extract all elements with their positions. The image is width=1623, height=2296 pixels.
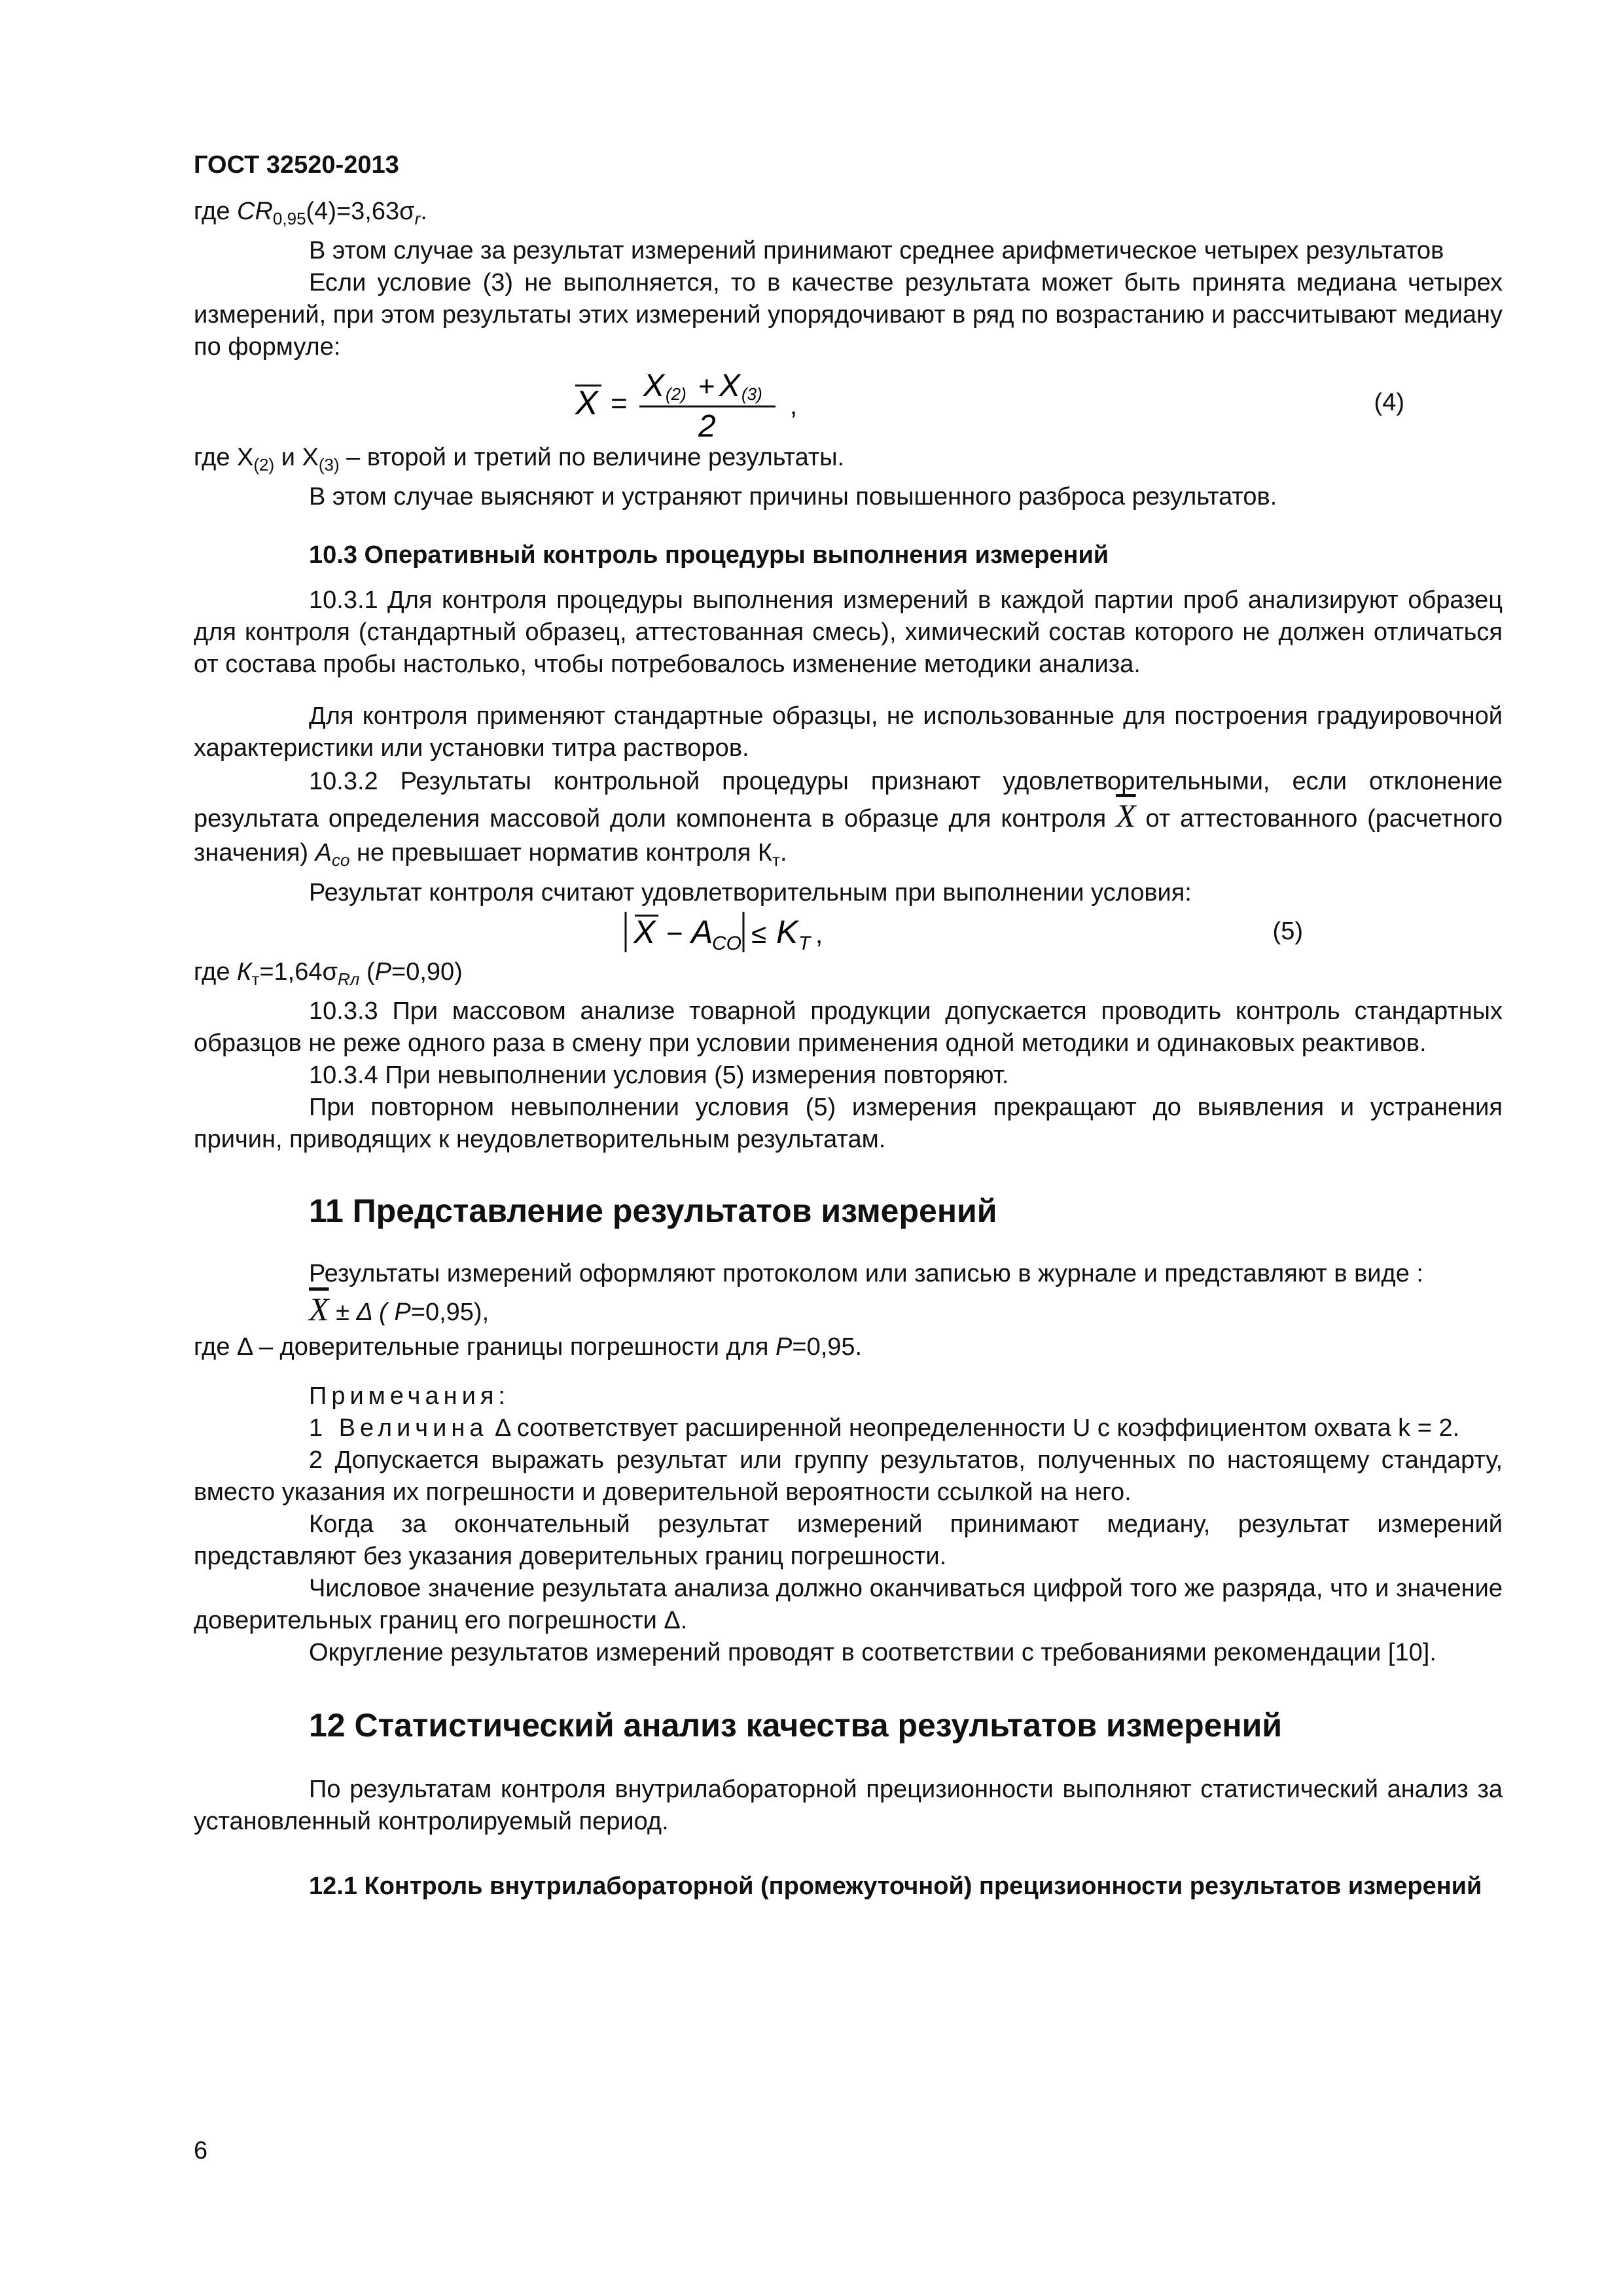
section-10-3-heading: 10.3 Оперативный контроль процедуры выполнения измерений xyxy=(309,541,1109,569)
running-header: ГОСТ 32520-2013 xyxy=(194,151,399,179)
formula-x2: X xyxy=(643,368,665,403)
formula-5-number: (5) xyxy=(1272,918,1303,945)
paragraph-standards: Для контроля применяют стандартные образцы, не использованные для построения градуировочной характеристики или установки титра растворов. xyxy=(194,702,1503,762)
formula5-le: ≤ xyxy=(751,918,767,949)
formula-comma: , xyxy=(790,391,798,420)
formula5-k: K xyxy=(776,914,798,950)
paragraph-12: По результатам контроля внутрилабораторной прецизионности выполняют статистический анализ за установленный контролируемый период. xyxy=(194,1776,1503,1835)
note-1: 1 Величина Δ соответствует расширенной неопределенности U с коэффициентом охвата k = 2. xyxy=(309,1414,1460,1442)
where-4: где $X_{(2)}$ и $X_{(3)}$ – второй и третий по величине результаты. xyxy=(194,444,845,475)
paragraph-median-final: Когда за окончательный результат измерений принимают медиану, результат измерений представляют без указания доверительных границ погрешности. xyxy=(194,1511,1503,1570)
paragraph-rounding: Округление результатов измерений проводят в соответствии с требованиями рекомендации [10]. xyxy=(309,1639,1436,1666)
formula5-k-sub: T xyxy=(798,933,811,954)
paragraph-mean: В этом случае за результат измерений принимают среднее арифметическое четырех результатов xyxy=(309,237,1444,264)
paragraph-median: Если условие (3) не выполняется, то в качестве результата может быть принята медиана четырех измерений, при этом результаты этих измерений упорядочивают в ряд по возрастанию и рассчитывают медиану по формуле: xyxy=(194,269,1503,361)
formula-sub2: (2) xyxy=(666,384,687,404)
paragraph-10-3-2: 10.3.2 Результаты контрольной процедуры признают удовлетворительными, если отклонение результата определения массовой доли компонента в образце для контроля $\overline{X}$ от аттестованного (расчетного значения) $A_{со}$ не превышает норматив контроля $К_т$. xyxy=(194,768,1503,870)
cr-definition: где $CR_{0,95}(4)=3,63\sigma_r$. xyxy=(194,198,427,228)
notes-title: Примечания: xyxy=(309,1382,510,1410)
paragraph-condition: Результат контроля считают удовлетворительным при выполнении условия: xyxy=(309,879,1192,906)
formula5-comma: , xyxy=(815,920,823,949)
formula-x3: X xyxy=(719,368,741,403)
formula-plus: + xyxy=(698,370,715,403)
formula-equals: = xyxy=(611,387,628,420)
formula-4 xyxy=(194,363,1503,442)
paragraph-digit: Числовое значение результата анализа должно оканчиваться цифрой того же разряда, что и значение доверительных границ его погрешности Δ. xyxy=(194,1575,1503,1634)
section-12-1-heading: 12.1 Контроль внутрилабораторной (промежуточной) прецизионности результатов измерений xyxy=(309,1873,1482,1900)
formula-sub3: (3) xyxy=(741,384,762,404)
formula-lhs: X xyxy=(575,384,598,422)
paragraph-clarify: В этом случае выясняют и устраняют причины повышенного разброса результатов. xyxy=(309,483,1277,511)
paragraph-11: Результаты измерений оформляют протоколом или записью в журнале и представляют в виде : xyxy=(309,1260,1423,1287)
paragraph-10-3-3: 10.3.3 При массовом анализе товарной продукции допускается проводить контроль стандартных образцов не реже одного раза в смену при условии применения одной методики и одинаковых реактивов. xyxy=(194,997,1503,1057)
formula5-x: X xyxy=(633,914,656,950)
formula-result: $\overline{X} \pm \Delta$ ( P=0,95), xyxy=(309,1291,490,1327)
note-2: 2 Допускается выражать результат или группу результатов, полученных по настоящему стандарту, вместо указания их погрешности и доверительной вероятности ссылкой на него. xyxy=(194,1446,1503,1506)
where-delta: где Δ – доверительные границы погрешности для P=0,95. xyxy=(194,1333,863,1361)
paragraph-repeat: При повторном невыполнении условия (5) измерения прекращают до выявления и устранения причин, приводящих к неудовлетворительным результатам. xyxy=(194,1094,1503,1153)
section-12-heading: 12 Статистический анализ качества результатов измерений xyxy=(309,1707,1283,1744)
formula-5 xyxy=(194,909,1503,956)
formula5-a: A xyxy=(691,914,713,950)
condition-formula-graphic xyxy=(622,909,1080,956)
formula5-minus: − xyxy=(666,918,683,950)
where-5: где $К_т=1,64\sigma_{Rл}$ (P=0,90) xyxy=(194,958,463,989)
section-11-heading: 11 Представление результатов измерений xyxy=(309,1193,997,1229)
paragraph-10-3-4: 10.3.4 При невыполнении условия (5) измерения повторяют. xyxy=(309,1062,1009,1089)
paragraph-10-3-1: 10.3.1 Для контроля процедуры выполнения измерений в каждой партии проб анализируют образец для контроля (стандартный образец, аттестованная смесь), химический состав которого не должен отличаться от состава пробы настолько, чтобы потребовалось изменение методики анализа. xyxy=(194,586,1503,678)
page-content xyxy=(194,149,1503,1903)
formula-4-number: (4) xyxy=(1374,389,1404,416)
median-formula-graphic xyxy=(570,363,1224,442)
formula-denominator: 2 xyxy=(698,409,716,442)
formula5-a-sub: CO xyxy=(712,933,741,954)
page-number: 6 xyxy=(194,2137,208,2164)
